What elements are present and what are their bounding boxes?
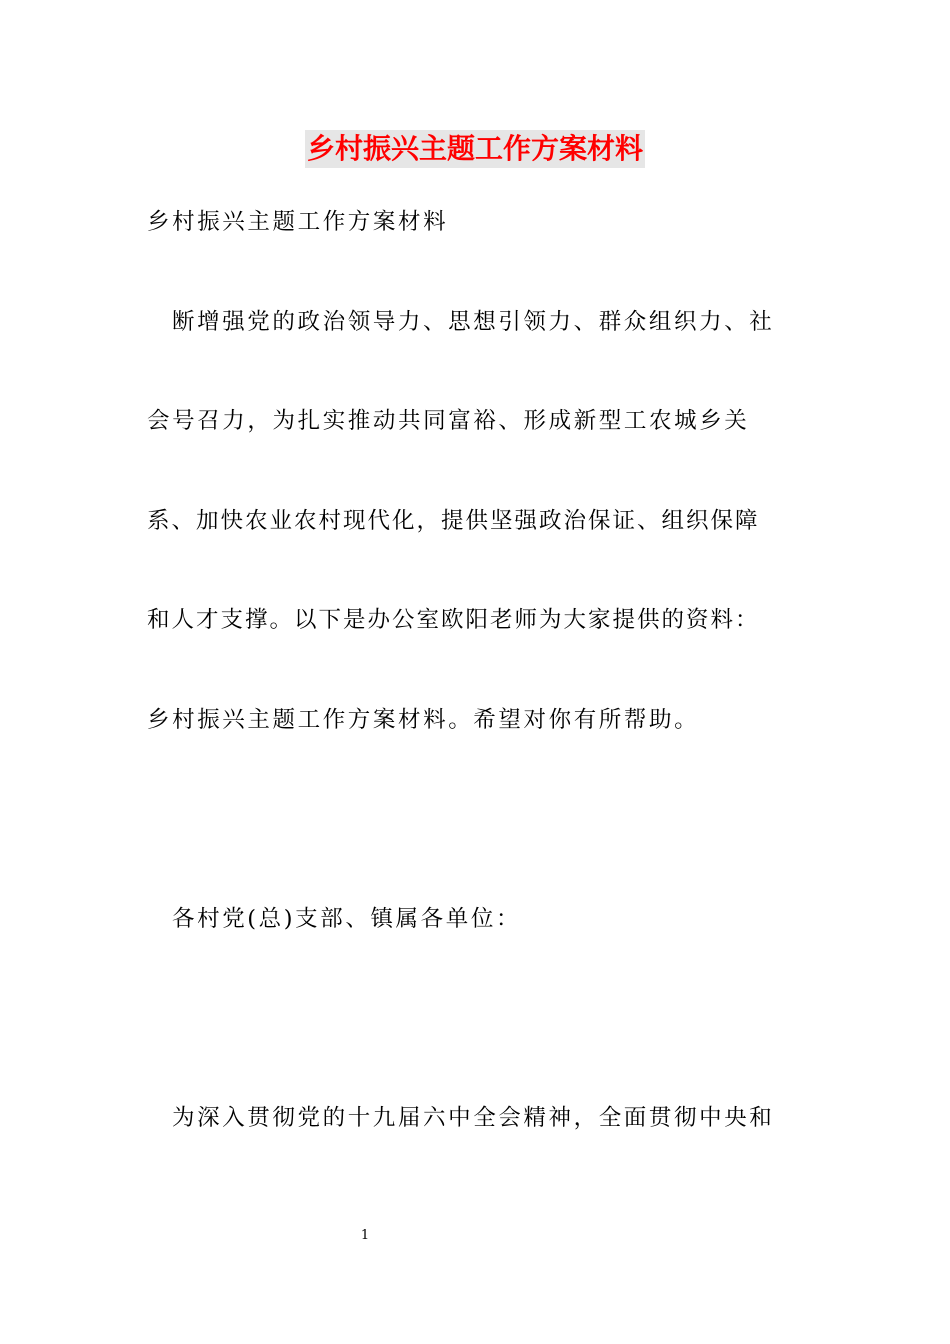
salutation-line: 各村党(总)支部、镇属各单位： — [172, 906, 522, 932]
paragraph-line: 系、加快农业农村现代化，提供坚强政治保证、组织保障 — [147, 508, 760, 534]
document-title: 乡村振兴主题工作方案材料 — [305, 130, 645, 168]
paragraph-line: 断增强党的政治领导力、思想引领力、群众组织力、社 — [172, 309, 775, 335]
paragraph-line: 乡村振兴主题工作方案材料。希望对你有所帮助。 — [147, 707, 700, 733]
subtitle-line: 乡村振兴主题工作方案材料 — [147, 209, 449, 235]
paragraph-line: 为深入贯彻党的十九届六中全会精神，全面贯彻中央和 — [172, 1105, 775, 1131]
paragraph-line: 和人才支撑。以下是办公室欧阳老师为大家提供的资料： — [147, 607, 760, 633]
title-container — [0, 130, 950, 168]
paragraph-line: 会号召力，为扎实推动共同富裕、形成新型工农城乡关 — [147, 408, 750, 434]
page-number: 1 — [360, 1228, 370, 1243]
